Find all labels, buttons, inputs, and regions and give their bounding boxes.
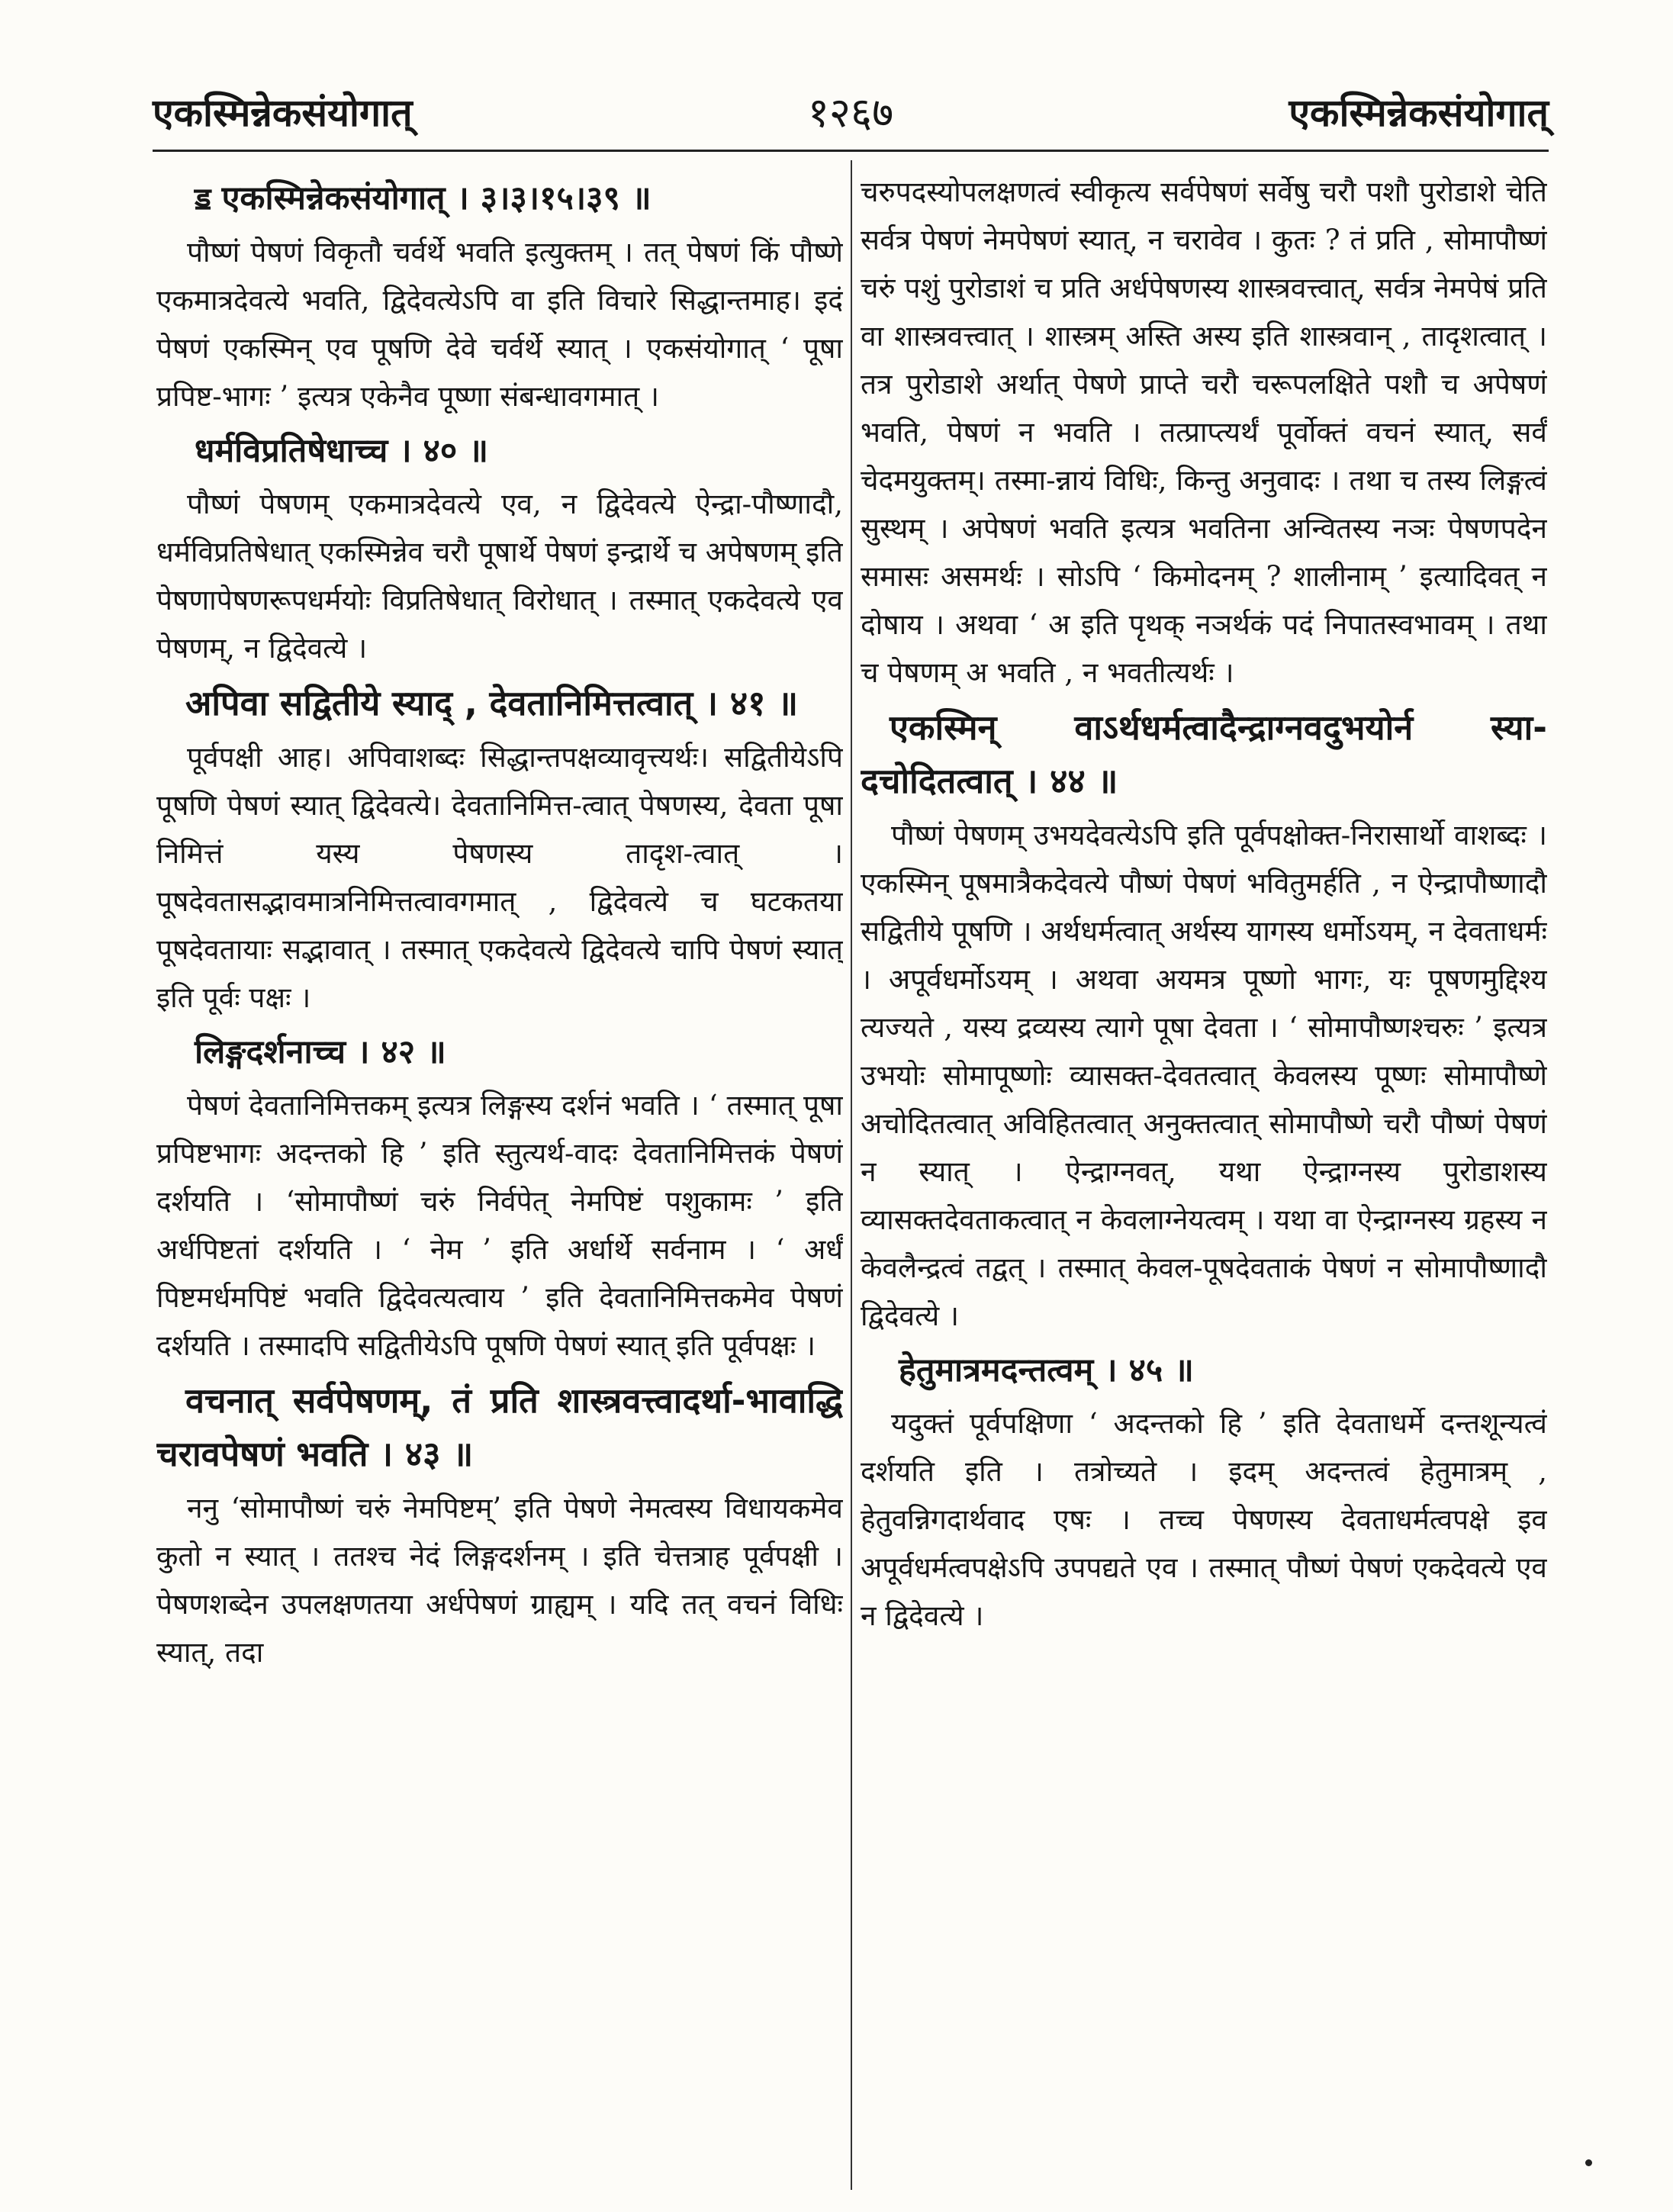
running-header (153, 82, 1549, 143)
sutra-text-39: एकस्मिन्नेकसंयोगात् । ३।३।१५।३९ ॥ (221, 179, 652, 217)
right-column (861, 168, 1547, 2182)
left-column (156, 168, 843, 2182)
ornament-icon: ॾ (195, 182, 211, 217)
sutra-heading-43: वचनात् सर्वपेषणम्, तं प्रति शास्त्रवत्त्वादर्था-भावाद्धि चरावपेषणं भवति । ४३ ॥ (156, 1380, 843, 1474)
sutra-heading-41: अपिवा सद्वितीये स्याद् , देवतानिमित्तत्वात् । ४१ ॥ (185, 683, 799, 723)
commentary-42: पेषणं देवतानिमित्तकम् इत्यत्र लिङ्गस्य दर्शनं भवति । ‘ तस्मात् पूषा प्रपिष्टभागः अदन्तको हि ’ इति स्तुत्यर्थ-वादः देवतानिमित्तकं पेषणं दर्शयति । ‘सोमापौष्णं चरुं निर्वपेत् नेमपिष्टं पशुकामः ’ इति अर्धपिष्टतां दर्शयति । ‘ नेम ’ इति अर्धार्थे सर्वनाम । ‘ अर्धं पिष्टमर्धमपिष्टं भवति द्विदेवत्यत्वाय ’ इति देवतानिमित्तकमेव पेषणं दर्शयति । तस्मादपि सद्वितीयेऽपि पूषणि पेषणं स्यात् इति पूर्वपक्षः । (156, 1089, 843, 1362)
header-right-title: एकस्मिन्नेकसंयोगात् (1289, 91, 1549, 135)
commentary-40: पौष्णं पेषणम् एकमात्रदेवत्ये एव, न द्विदेवत्ये ऐन्द्रा-पौष्णादौ, धर्मविप्रतिषेधात् एकस्मिन्नेव चरौ पूषार्थे पेषणं इन्द्रार्थे च अपेषणम् इति पेषणापेषणरूपधर्मयोः विप्रतिषेधात् विरोधात् । तस्मात् एकदेवत्ये एव पेषणम्, न द्विदेवत्ये । (156, 488, 843, 665)
column-divider (851, 160, 852, 2190)
sutra-heading-39 (156, 172, 843, 225)
commentary-39: पौष्णं पेषणं विकृतौ चर्वर्थे भवति इत्युक्तम् । तत् पेषणं किं पौष्णे एकमात्रदेवत्ये भवति, द्विदेवत्येऽपि वा इति विचारे सिद्धान्तमाह। इदं पेषणं एकस्मिन् एव पूषणि देवे चर्वर्थे स्यात् । एकसंयोगात् ‘ पूषा प्रपिष्ट-भागः ’ इत्यत्र एकेनैव पूष्णा संबन्धावगमात् । (156, 236, 843, 413)
commentary-44: पौष्णं पेषणम् उभयदेवत्येऽपि इति पूर्वपक्षोक्त-निरासार्थो वाशब्दः । एकस्मिन् पूषमात्रैकदेवत्ये पौष्णं पेषणं भवितुमर्हति , न ऐन्द्रापौष्णादौ सद्वितीये पूषणि । अर्थधर्मत्वात् अर्थस्य यागस्य धर्मोऽयम्, न देवताधर्मः । अपूर्वधर्मोऽयम् । अथवा अयमत्र पूष्णो भागः, यः पूषणमुद्दिश्य त्यज्यते , यस्य द्रव्यस्य त्यागे पूषा देवता । ‘ सोमापौष्णश्चरुः ’ इत्यत्र उभयोः सोमापूष्णोः व्यासक्त-देवतत्वात् केवलस्य पूष्णः सोमापौष्णे अचोदितत्वात् अविहितत्वात् अनुक्तत्वात् सोमापौष्णे चरौ पौष्णं पेषणं न स्यात् । ऐन्द्राग्नवत्, यथा ऐन्द्राग्नस्य पुरोडाशस्य व्यासक्तदेवताकत्वात् न केवलाग्नेयत्वम् । यथा वा ऐन्द्राग्नस्य ग्रहस्य न केवलैन्द्रत्वं तद्वत् । तस्मात् केवल-पूषदेवताकं पेषणं न सोमापौष्णादौ द्विदेवत्ये । (861, 819, 1547, 1332)
sutra-heading-40: धर्मविप्रतिषेधाच्च । ४० ॥ (195, 432, 488, 470)
commentary-41: पूर्वपक्षी आह। अपिवाशब्दः सिद्धान्तपक्षव्यावृत्त्यर्थः। सद्वितीयेऽपि पूषणि पेषणं स्यात् द्विदेवत्ये। देवतानिमित्त-त्वात् पेषणस्य, देवता पूषा निमित्तं यस्य पेषणस्य तादृश-त्वात् । पूषदेवतासद्भावमात्रनिमित्तत्वावगमात् , द्विदेवत्ये च घटकतया पूषदेवतायाः सद्भावात् । तस्मात् एकदेवत्ये द्विदेवत्ये चापि पेषणं स्यात् इति पूर्वः पक्षः । (156, 741, 843, 1014)
sutra-heading-44: एकस्मिन् वाऽर्थधर्मत्वादैन्द्राग्नवदुभयोर्न स्या-दचोदितत्वात् । ४४ ॥ (861, 707, 1547, 801)
header-left-title: एकस्मिन्नेकसंयोगात् (153, 91, 413, 135)
header-rule (153, 150, 1549, 152)
margin-dot (1585, 2159, 1592, 2166)
page-number: १२६७ (807, 89, 894, 137)
sutra-heading-42: लिङ्गदर्शनाच्च । ४२ ॥ (195, 1033, 446, 1071)
commentary-43: ननु ‘सोमापौष्णं चरुं नेमपिष्टम्’ इति पेषणे नेमत्वस्य विधायकमेव कुतो न स्यात् । ततश्च नेदं लिङ्गदर्शनम् । इति चेत्तत्राह पूर्वपक्षी । पेषणशब्देन उपलक्षणतया अर्धपेषणं ग्राह्यम् । यदि तत् वचनं विधिः स्यात्, तदा (156, 1492, 843, 1669)
commentary-45: यदुक्तं पूर्वपक्षिणा ‘ अदन्तको हि ’ इति देवताधर्मे दन्तशून्यत्वं दर्शयति इति । तत्रोच्यते । इदम् अदन्तत्वं हेतुमात्रम् , हेतुवन्निगदार्थवाद एषः । तच्च पेषणस्य देवताधर्मत्वपक्षे इव अपूर्वधर्मत्वपक्षेऽपि उपपद्यते एव । तस्मात् पौष्णं पेषणं एकदेवत्ये एव न द्विदेवत्ये । (861, 1407, 1547, 1632)
sutra-heading-45: हेतुमात्रमदन्तत्वम् । ४५ ॥ (899, 1351, 1194, 1389)
commentary-43-continued: चरुपदस्योपलक्षणत्वं स्वीकृत्य सर्वपेषणं सर्वेषु चरौ पशौ पुरोडाशे चेति सर्वत्र पेषणं नेमपेषणं स्यात्, न चरावेव । कुतः ? तं प्रति , सोमापौष्णं चरुं पशुं पुरोडाशं च प्रति अर्धपेषणस्य शास्त्रवत्त्वात्, सर्वत्र नेमपेषं प्रति वा शास्त्रवत्त्वात् । शास्त्रम् अस्ति अस्य इति शास्त्रवान् , तादृशत्वात् । तत्र पुरोडाशे अर्थात् पेषणे प्राप्ते चरौ चरूपलक्षिते पशौ च अपेषणं भवति, पेषणं न भवति । तत्प्राप्त्यर्थं पूर्वोक्तं वचनं स्यात्, सर्वं चेदमयुक्तम्। तस्मा-न्नायं विधिः, किन्तु अनुवादः । तथा च तस्य लिङ्गत्वं सुस्थम् । अपेषणं भवति इत्यत्र भवतिना अन्वितस्य नञः पेषणपदेन समासः असमर्थः । सोऽपि ‘ किमोदनम् ? शालीनाम् ’ इत्यादिवत् न दोषाय । अथवा ‘ अ इति पृथक् नञर्थकं पदं निपातस्वभावम् । तथा च पेषणम् अ भवति , न भवतीत्यर्थः । (861, 175, 1547, 689)
